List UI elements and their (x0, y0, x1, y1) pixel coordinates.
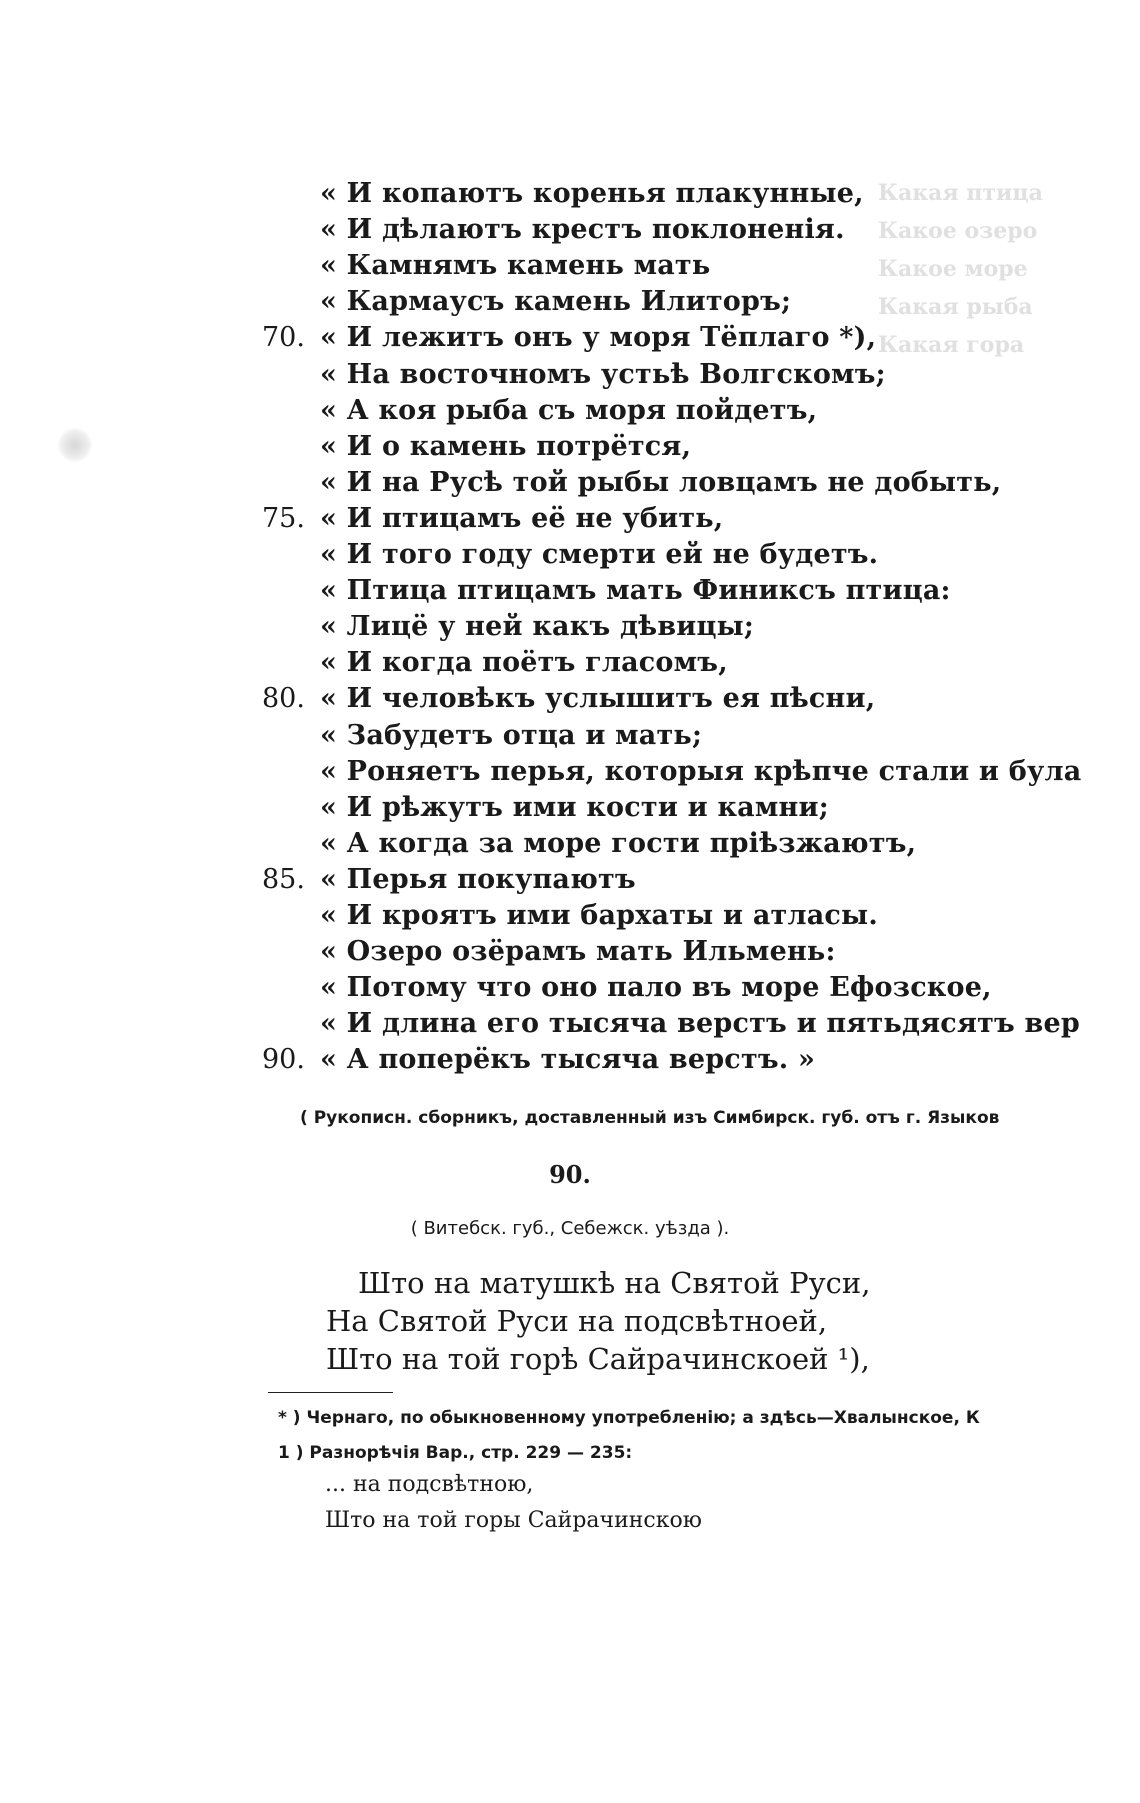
poem-line: « Кармаусъ камень Илиторъ; (320, 286, 792, 317)
poem-line: « На восточномъ устьѣ Волгскомъ; (320, 359, 886, 390)
poem-line: « И того году смерти ей не будетъ. (320, 539, 879, 570)
footnote-divider (268, 1392, 393, 1393)
line-number: 80. (262, 683, 305, 714)
song-number: 90. (549, 1160, 591, 1189)
bleed-through: Какая птица (878, 180, 1043, 206)
poem-line: « Лицё у ней какъ дѣвицы; (320, 611, 755, 642)
poem-line: « А когда за море гости пріѣзжаютъ, (320, 828, 917, 859)
poem-line: « И когда поётъ гласомъ, (320, 647, 728, 678)
region-note: ( Витебск. губ., Себежск. уѣзда ). (410, 1218, 730, 1239)
poem-line: « И копаютъ коренья плакунные, (320, 178, 864, 209)
poem-line: « И длина его тысяча верстъ и пятьдясятъ вер (320, 1008, 1080, 1039)
bleed-through: Какое озеро (878, 218, 1038, 244)
poem-line: « И дѣлаютъ крестъ поклоненія. (320, 214, 845, 245)
bleed-through: Какое море (878, 256, 1028, 282)
song-line: На Святой Руси на подсвѣтноей, (326, 1304, 828, 1338)
poem-line: « Камнямъ камень мать (320, 250, 711, 281)
footnote: 1 ) Разнорѣчія Вар., стр. 229 — 235: (278, 1443, 633, 1463)
bleed-through: Какая рыба (878, 294, 1033, 320)
song-line: Што на матушкѣ на Святой Руси, (358, 1266, 871, 1300)
line-number: 75. (262, 503, 305, 534)
poem-line: « А коя рыба съ моря пойдетъ, (320, 395, 818, 426)
source-note: ( Рукописн. сборникъ, доставленный изъ Симбирск. губ. отъ г. Языков (300, 1108, 1000, 1128)
poem-line: « Роняетъ перья, которыя крѣпче стали и була (320, 756, 1082, 787)
line-number: 70. (262, 322, 305, 353)
line-number: 85. (262, 864, 305, 895)
poem-line: « Перья покупаютъ (320, 864, 636, 895)
poem-line: « Птица птицамъ мать Финиксъ птица: (320, 575, 951, 606)
poem-line: « И о камень потрётся, (320, 431, 692, 462)
footnote: * ) Чернаго, по обыкновенному употребленію; а здѣсь—Хвалынское, К (278, 1408, 980, 1428)
poem-line: « И на Русѣ той рыбы ловцамъ не добыть, (320, 467, 1002, 498)
song-line: Што на той горѣ Сайрачинскоей ¹), (326, 1342, 870, 1376)
poem-line: « И кроятъ ими бархаты и атласы. (320, 900, 878, 931)
poem-line: « Потому что оно пало въ море Ефозское, (320, 972, 992, 1003)
poem-line: « И птицамъ её не убить, (320, 503, 724, 534)
variant-line: ... на подсвѣтною, (325, 1472, 534, 1497)
poem-line: « И лежитъ онъ у моря Тёплаго *), (320, 322, 877, 353)
line-number: 90. (262, 1044, 305, 1075)
poem-line: « И рѣжутъ ими кости и камни; (320, 792, 829, 823)
poem-line: « Забудетъ отца и мать; (320, 720, 703, 751)
poem-line: « Озеро озёрамъ мать Ильмень: (320, 936, 836, 967)
bleed-through: Какая гора (878, 332, 1025, 358)
poem-line: « А поперёкъ тысяча верстъ. » (320, 1044, 816, 1075)
variant-line: Што на той горы Сайрачинскою (325, 1508, 702, 1533)
poem-line: « И человѣкъ услышитъ ея пѣсни, (320, 683, 876, 714)
ink-blot (58, 428, 92, 462)
